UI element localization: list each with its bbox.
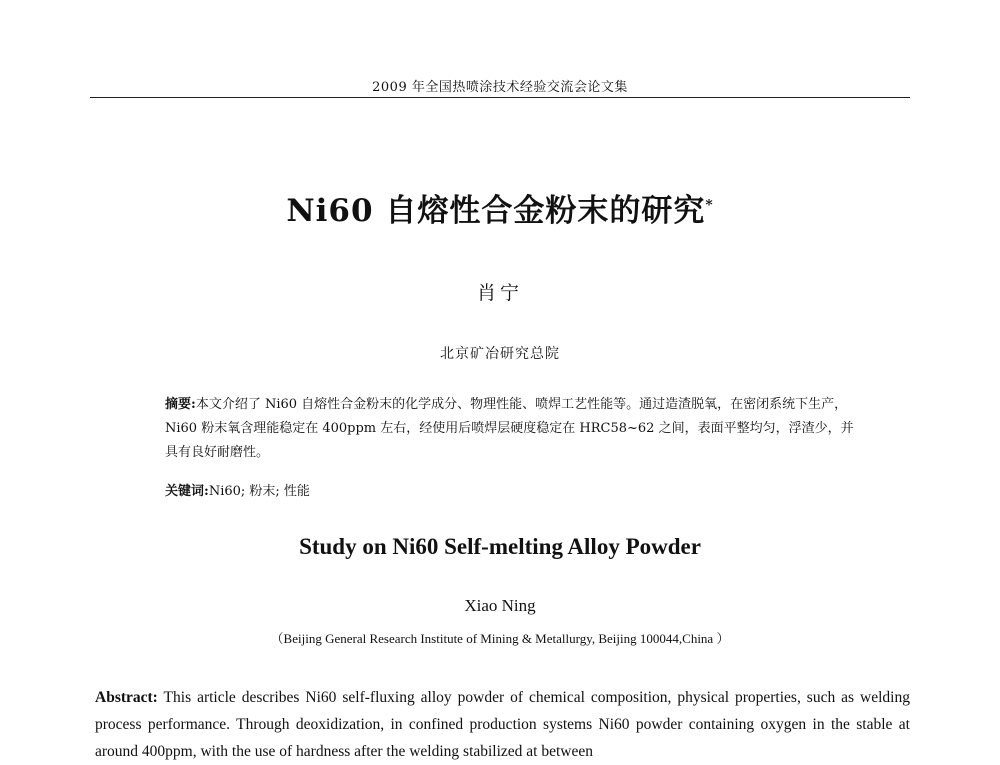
chinese-affiliation: 北京矿冶研究总院 (440, 346, 560, 362)
english-abstract-label: Abstract: (95, 689, 158, 706)
english-title: Study on Ni60 Self-melting Alloy Powder (299, 534, 701, 559)
english-affiliation: （Beijing General Research Institute of Mining & Metallurgy, Beijing 100044,China ） (270, 631, 730, 646)
english-abstract-text: This article describes Ni60 self-fluxing alloy powder of chemical composition, physical properties, such as welding process performance. Through deoxidization, in confined production systems Ni60 powder containing oxygen in the stable at around 400ppm, with the use of hardness after the welding stabilized at between (95, 689, 910, 760)
chinese-keywords-label: 关键词: (165, 484, 209, 499)
chinese-title (0, 185, 1000, 230)
header-rule (90, 97, 910, 98)
chinese-keywords-text: Ni60; 粉末; 性能 (208, 484, 310, 499)
english-author: Xiao Ning (464, 596, 536, 615)
chinese-abstract-label: 摘要: (165, 397, 196, 412)
chinese-keywords (165, 482, 855, 502)
running-header: 2009 年全国热喷涂技术经验交流会论文集 (372, 80, 628, 95)
chinese-title-text: Ni60 自熔性合金粉末的研究 (286, 193, 706, 229)
chinese-author: 肖宁 (476, 282, 523, 304)
chinese-abstract-text: 本文介绍了 Ni60 自熔性合金粉末的化学成分、物理性能、喷焊工艺性能等。通过造渣脱氧，在密闭系统下生产，Ni60 粉末氧含理能稳定在 400ppm 左右，经使用后喷焊层硬度稳定在 HRC58~62 之间，表面平整均匀，浮渣少，并具有良好耐磨性。 (165, 397, 854, 460)
english-abstract (95, 684, 910, 765)
title-footnote-marker: * (705, 197, 714, 214)
chinese-abstract (165, 393, 855, 465)
